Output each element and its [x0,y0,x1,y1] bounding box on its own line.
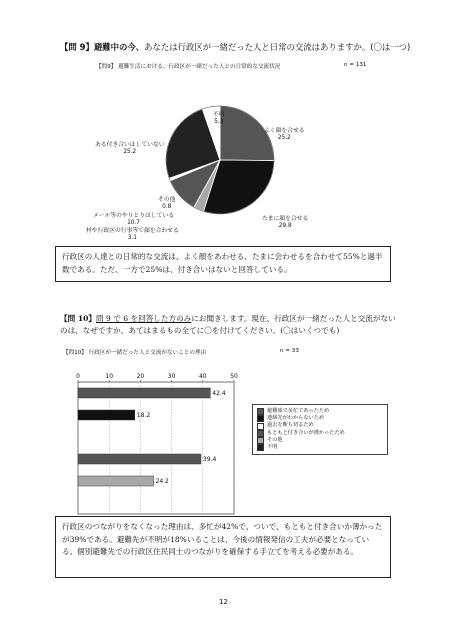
q10-link-text: 問 9 で 6 を回答した方のみ [96,314,192,323]
pie-label-fumei [213,112,225,126]
pie-label-sonota-name: その他 [158,197,176,203]
legend-label: 不明 [267,444,278,451]
chart1-title: 【問9】 避難生活における、行政区が一緒だった人との日常的な交流状況 [96,64,281,70]
bar-legend [252,404,388,455]
pie-label-gyoji-name: 村や行政区の行事等で顔を合わせる [86,228,179,234]
legend-label: もともと付き合いが薄かったため [267,429,345,436]
bar-value-labels [137,390,226,485]
x-tick-label: 20 [136,373,145,380]
legend-swatch [257,444,264,451]
bar-value-label: 39.4 [202,456,217,464]
bar-marks [78,388,210,486]
page-number: 12 [219,598,228,606]
legend-item [257,422,383,429]
legend-swatch [257,415,264,422]
q9-heading [60,42,410,53]
pie-label-fumei-value: 5.3 [214,119,224,125]
legend-label: その他 [267,436,283,443]
x-tick-label: 10 [105,373,114,380]
pie-label-sonota-value: 0.8 [162,204,172,210]
pie-label-gyoji-value: 3.1 [127,235,137,241]
bar-value-label: 42.4 [212,390,226,398]
legend-item [257,437,383,444]
bar-ticks [76,373,238,382]
x-tick-label: 0 [76,373,80,380]
q10-heading [60,313,420,337]
pie-label-yoku-value: 25.2 [277,135,291,141]
q10-heading-line2: のは、なぜですか。あてはまるもの全てに〇を付けてください。(〇はいくつでも) [60,326,340,335]
plot-frame [78,382,234,514]
pie-label-yoku [264,128,305,142]
legend-label: 避難後で多忙であったため [267,408,330,414]
pie-label-mail [93,213,174,227]
pie-label-nai [95,142,165,156]
legend-label: 過去を断ち切るため [267,422,314,429]
pie-label-nai-value: 25.2 [123,149,137,155]
bar-chart [60,368,250,518]
pie-label-gyoji [86,228,179,242]
pie-label-yoku-name: よく顔を合せる [264,128,305,134]
pie-label-nai-name: ある付き合いはしていない [95,142,165,148]
x-tick-label: 50 [230,373,238,380]
summary-box-q9: 行政区の人達との日常的な交流は、よく顔をあわせる、たまに会わせるを合わせて55%と過半数である。ただ、一方で25%は、付き合いはないと回答している。 [55,246,391,282]
legend-label: 連絡先がわからないため [267,415,325,422]
pie-label-mail-value: 10.7 [127,220,140,226]
legend-swatch [257,437,264,444]
q10-tag: 【問 10】 [60,314,96,323]
legend-swatch [257,430,264,437]
x-tick-label: 40 [198,373,207,380]
legend-item [257,444,383,451]
legend-swatch [257,423,264,430]
pie-label-tamani-value: 29.8 [278,223,292,229]
summary-box-q10: 行政区のつながりをなくなった理由は、多忙が42%で、ついで、もともと付き合いか薄かったが39%である。避難先が不明が18%いることは、今後の情報発信の工夫が必要となっている。個別避難先での行政区住民同士のつながりを確保する手立てを考える必要がある。 [55,516,391,578]
q9-tag: 【問 9】 [60,42,94,52]
bar-grid [78,382,234,514]
legend-item [257,430,383,437]
bar [78,476,154,486]
bar [78,454,201,464]
q9-heading-rest: あなたは行政区が一緒だった人と日常の交流はありますか。(〇は一つ) [144,42,411,52]
chart2-n: n = 33 [280,348,299,354]
chart1-n: n = 131 [344,62,367,68]
bar [78,388,210,398]
x-tick-label: 30 [167,373,176,380]
bar-value-label: 24.2 [155,478,169,486]
pie-label-fumei-name: 不明 [213,112,225,118]
bar-value-label: 18.2 [136,412,151,420]
chart2-title: 【問10】 行政区が一緒だった人と交流がないことの理由 [63,350,207,356]
bar [78,410,135,420]
legend-swatch [257,408,264,415]
q9-heading-emph: 避難中の今、 [93,42,145,52]
pie-label-sonota [158,197,175,211]
q10-heading-rest: にお聞きします。現在、行政区が一緒だった人と交流がない [191,314,396,323]
pie-label-tamani-name: たまに顔を合せる [262,216,309,222]
pie-label-mail-name: メール等のやりとりはしている [93,213,175,219]
pie-label-tamani [262,216,308,230]
